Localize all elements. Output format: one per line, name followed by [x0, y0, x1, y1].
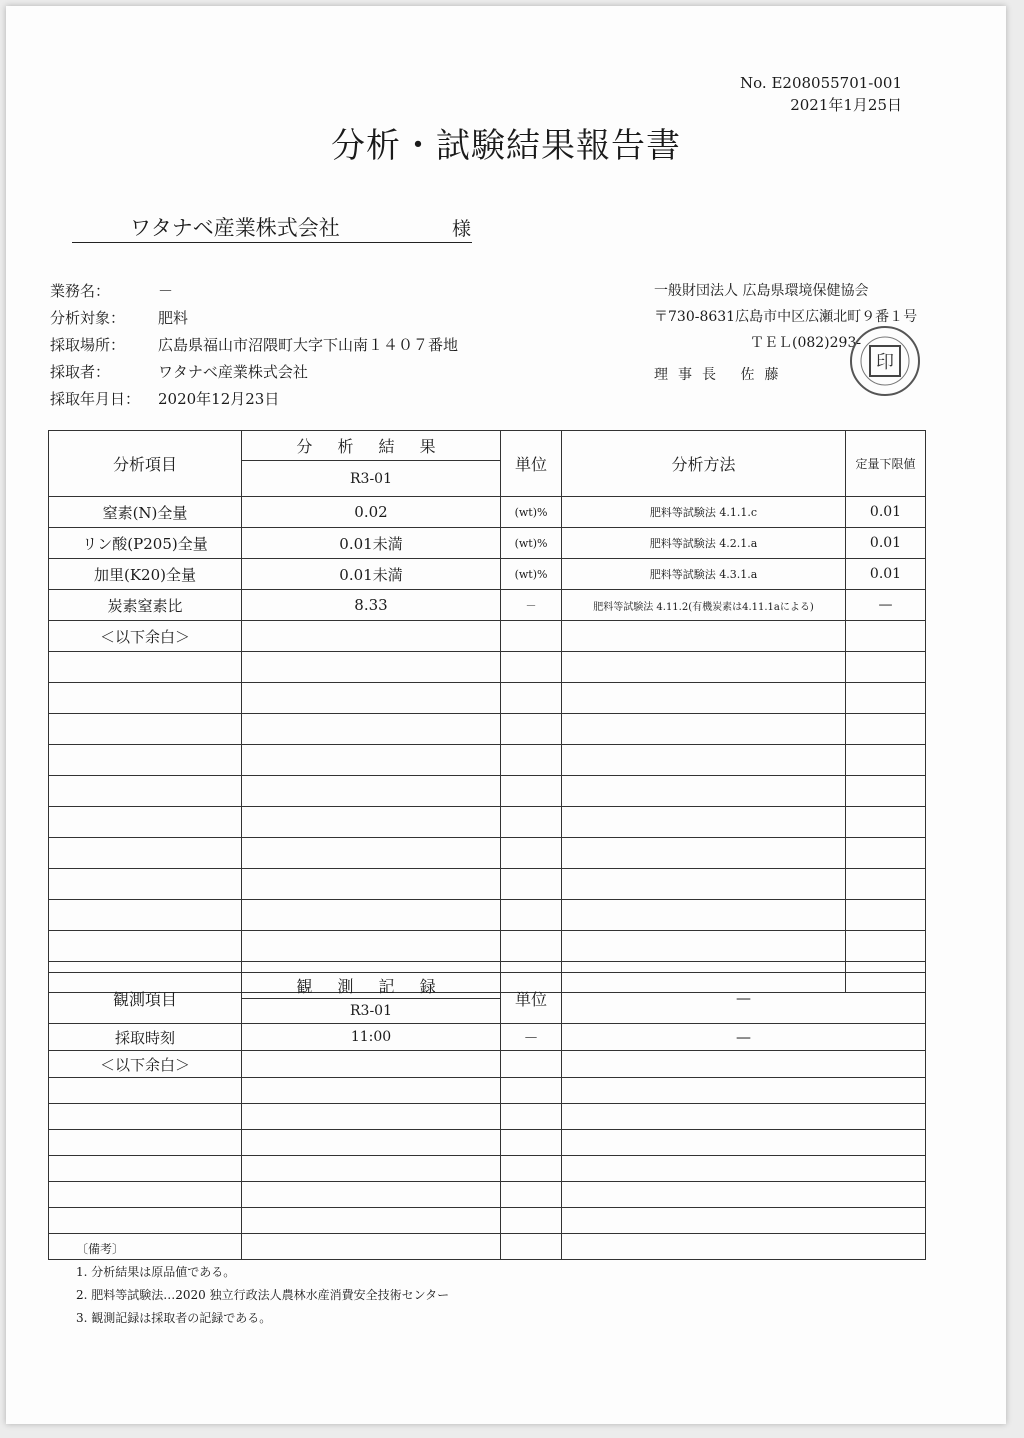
limit-cell: 0.01 — [846, 528, 926, 559]
table-row-empty — [49, 1182, 926, 1208]
org-tel: ＴＥＬ(082)293- — [750, 335, 862, 351]
remarks-item: 1. 分析結果は原品値である。 — [76, 1265, 236, 1279]
table-row — [49, 528, 926, 559]
result-cell: 0.02 — [242, 497, 501, 528]
remarks-item: 3. 観測記録は採取者の記録である。 — [76, 1311, 272, 1325]
org-name: 一般財団法人 広島県環境保健協会 — [654, 283, 869, 299]
document-header-meta — [740, 72, 902, 116]
method-cell: 肥料等試験法 4.1.1.c — [562, 497, 846, 528]
info-value: 広島県福山市沼隈町大字下山南１４０７番地 — [158, 336, 459, 354]
method-cell: 肥料等試験法 4.11.2(有機炭素は4.11.1aによる) — [562, 590, 846, 621]
table-row-empty — [49, 869, 926, 900]
table-row — [49, 559, 926, 590]
remarks-heading: 〔備考〕 — [76, 1242, 125, 1256]
table-row-empty — [49, 714, 926, 745]
info-label: 採取場所： — [50, 336, 126, 354]
info-row-date — [50, 386, 458, 413]
col-header-result: 分 析 結 果 — [242, 431, 501, 461]
limit-cell: 0.01 — [846, 497, 926, 528]
info-row-target — [50, 305, 458, 332]
obs-extra-cell — [562, 1051, 926, 1078]
table-row — [49, 621, 926, 652]
limit-cell — [846, 621, 926, 652]
table-row-empty — [49, 900, 926, 931]
method-cell: 肥料等試験法 4.2.1.a — [562, 528, 846, 559]
sample-info — [50, 278, 458, 413]
remarks-item: 2. 肥料等試験法…2020 独立行政法人農林水産消費安全技術センター — [76, 1288, 450, 1302]
table-row-empty — [49, 931, 926, 962]
item-cell: 窒素(N)全量 — [49, 497, 242, 528]
info-label: 採取年月日： — [50, 390, 141, 408]
info-value: 2020年12月23日 — [158, 390, 280, 408]
info-value: 肥料 — [158, 309, 189, 327]
col-header-obs-sample-id: R3-01 — [242, 999, 501, 1024]
result-cell: 0.01未満 — [242, 559, 501, 590]
method-cell: 肥料等試験法 4.3.1.a — [562, 559, 846, 590]
document-number: No. E208055701-001 — [740, 74, 902, 92]
result-cell — [242, 621, 501, 652]
table-row-empty — [49, 807, 926, 838]
table-row — [49, 497, 926, 528]
org-chair: 理事長 佐藤 — [654, 367, 789, 383]
item-cell: 加里(K20)全量 — [49, 559, 242, 590]
table-row-empty — [49, 1130, 926, 1156]
info-label: 採取者： — [50, 363, 111, 381]
obs-unit-cell: － — [501, 1024, 562, 1051]
item-cell: 炭素窒素比 — [49, 590, 242, 621]
observation-records-table — [48, 972, 926, 1260]
item-cell: リン酸(P205)全量 — [49, 528, 242, 559]
report-date: 2021年1月25日 — [790, 96, 902, 114]
col-header-method: 分析方法 — [562, 431, 846, 497]
client-line — [72, 212, 472, 243]
client-name: ワタナベ産業株式会社 — [130, 216, 340, 240]
col-header-obs-dash: — — [562, 973, 926, 1024]
limit-cell: — — [846, 590, 926, 621]
client-honorific: 様 — [452, 218, 472, 240]
unit-cell: (wt)% — [501, 497, 562, 528]
col-header-unit: 単位 — [501, 431, 562, 497]
table-row-empty — [49, 1208, 926, 1234]
report-page — [6, 6, 1006, 1424]
table-row-empty — [49, 1078, 926, 1104]
info-row-collector — [50, 359, 458, 386]
table-row-empty — [49, 1104, 926, 1130]
seal-text: 印 — [876, 352, 894, 373]
table-row-empty — [49, 745, 926, 776]
table-row-empty — [49, 1156, 926, 1182]
obs-item-cell: 採取時刻 — [49, 1024, 242, 1051]
table-row — [49, 590, 926, 621]
unit-cell: (wt)% — [501, 528, 562, 559]
analysis-results-table — [48, 430, 926, 993]
col-header-obs-unit: 単位 — [501, 973, 562, 1024]
col-header-sample-id: R3-01 — [242, 461, 501, 497]
unit-cell — [501, 621, 562, 652]
info-row-location — [50, 332, 458, 359]
result-cell: 8.33 — [242, 590, 501, 621]
result-cell: 0.01未満 — [242, 528, 501, 559]
obs-item-cell: ＜以下余白＞ — [49, 1051, 242, 1078]
table-row-empty — [49, 776, 926, 807]
limit-cell: 0.01 — [846, 559, 926, 590]
item-cell: ＜以下余白＞ — [49, 621, 242, 652]
info-row-task — [50, 278, 458, 305]
info-label: 業務名： — [50, 282, 111, 300]
table-row — [49, 1024, 926, 1051]
method-cell — [562, 621, 846, 652]
info-label: 分析対象： — [50, 309, 126, 327]
official-seal-stamp — [848, 324, 922, 398]
col-header-item: 分析項目 — [49, 431, 242, 497]
org-address: 〒730-8631広島市中区広瀬北町９番１号 — [654, 309, 918, 325]
unit-cell: (wt)% — [501, 559, 562, 590]
table-row-empty — [49, 838, 926, 869]
obs-record-cell: 11:00 — [242, 1024, 501, 1051]
obs-record-cell — [242, 1051, 501, 1078]
info-value: － — [158, 282, 174, 300]
unit-cell: － — [501, 590, 562, 621]
col-header-limit: 定量下限値 — [846, 431, 926, 497]
table-row-empty — [49, 683, 926, 714]
remarks-section — [76, 1238, 449, 1330]
obs-extra-cell: — — [562, 1024, 926, 1051]
table-row — [49, 1051, 926, 1078]
col-header-record: 観 測 記 録 — [242, 973, 501, 999]
obs-unit-cell — [501, 1051, 562, 1078]
table-row-empty — [49, 652, 926, 683]
page-title: 分析・試験結果報告書 — [331, 126, 681, 166]
col-header-obs-item: 観測項目 — [49, 973, 242, 1024]
info-value: ワタナベ産業株式会社 — [158, 363, 308, 381]
